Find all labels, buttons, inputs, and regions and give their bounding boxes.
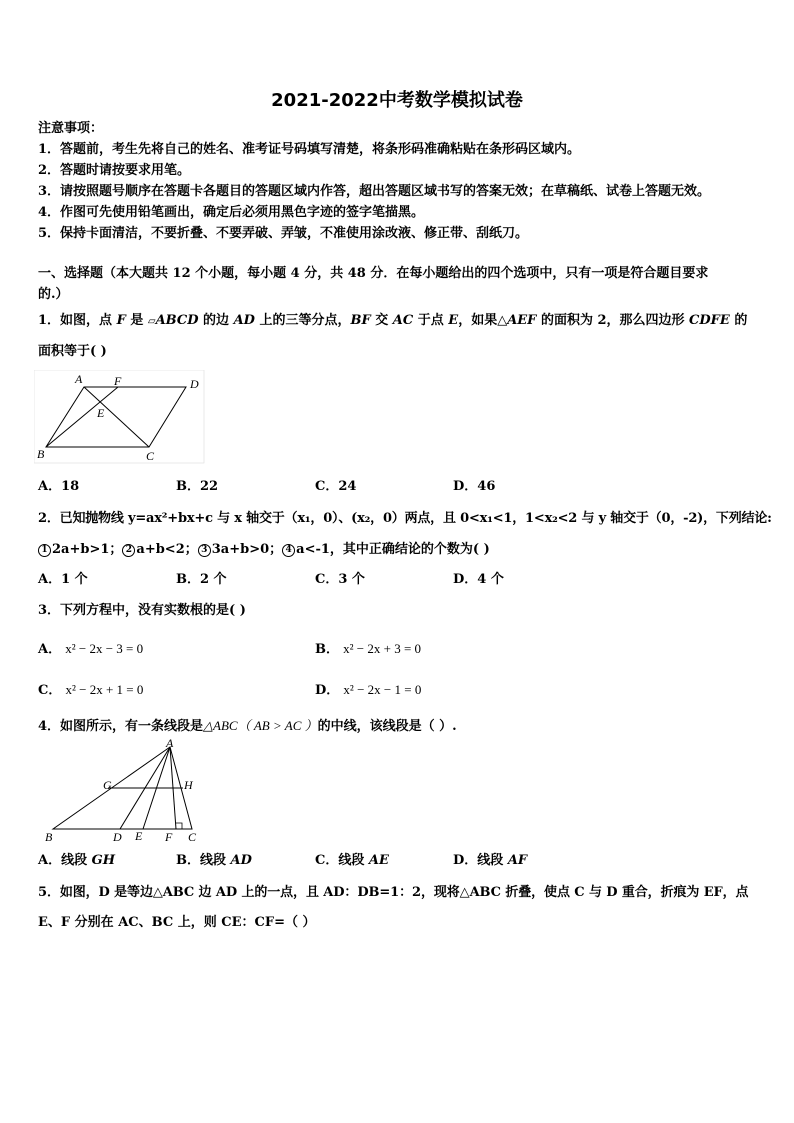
option-c[interactable]: C． x² − 2x + 1 = 0 <box>38 682 144 698</box>
figure-label-f: F <box>114 374 122 388</box>
notice-item: 2．答题时请按要求用笔。 <box>38 163 191 178</box>
notice-item: 1．答题前，考生先将自己的姓名、准考证号码填写清楚，将条形码准确粘贴在条形码区域内。 <box>38 142 581 157</box>
option-a[interactable]: A．18 <box>38 479 80 494</box>
parallelogram-figure <box>34 370 210 466</box>
option-c[interactable]: C．24 <box>315 479 357 494</box>
question-1-stem: 1．如图，点 F 是 ▱ABCD 的边 AD 上的三等分点，BF 交 AC 于点 E，如果△AEF 的面积为 2，那么四边形 CDFE 的 <box>38 313 748 328</box>
figure-label-d: D <box>190 377 199 391</box>
figure-label-g: G <box>103 778 112 792</box>
option-d[interactable]: D．46 <box>453 479 496 494</box>
notice-item: 5．保持卡面清洁，不要折叠、不要弄破、弄皱，不准使用涂改液、修正带、刮纸刀。 <box>38 226 529 241</box>
figure-label-h: H <box>184 778 193 792</box>
option-d[interactable]: D． x² − 2x − 1 = 0 <box>315 682 422 698</box>
notice-item: 3．请按照题号顺序在答题卡各题目的答题区域内作答，超出答题区域书写的答案无效；在草稿纸、试卷上答题无效。 <box>38 184 711 199</box>
option-d[interactable]: D．线段 AF <box>453 853 528 868</box>
section-heading: 一、选择题（本大题共 12 个小题，每小题 4 分，共 48 分．在每小题给出的四个选项中，只有一项是符合题目要求 <box>38 266 709 281</box>
option-b[interactable]: B．2 个 <box>176 572 227 587</box>
page-title: 2021-2022中考数学模拟试卷 <box>271 90 523 111</box>
question-5-stem: 5．如图，D 是等边△ABC 边 AD 上的一点，且 AD：DB=1：2，现将△ABC 折叠，使点 C 与 D 重合，折痕为 EF，点 <box>38 885 749 900</box>
figure-label-c: C <box>146 449 155 463</box>
triangle-figure <box>40 738 210 846</box>
option-b[interactable]: B．线段 AD <box>176 853 252 868</box>
option-d[interactable]: D．4 个 <box>453 572 504 587</box>
figure-label-a: A <box>166 738 174 750</box>
notice-item: 4．作图可先使用铅笔画出，确定后必须用黑色字迹的签字笔描黑。 <box>38 205 425 220</box>
option-a[interactable]: A． x² − 2x − 3 = 0 <box>38 641 144 657</box>
option-c[interactable]: C．线段 AE <box>315 853 389 868</box>
question-1-stem-cont: 面积等于( ) <box>38 344 107 359</box>
section-heading-cont: 的.） <box>38 287 69 302</box>
figure-label-c: C <box>188 830 197 844</box>
option-a[interactable]: A．1 个 <box>38 572 88 587</box>
circled-number: 2 <box>122 544 135 557</box>
question-2-stem: 2．已知抛物线 y=ax²+bx+c 与 x 轴交于（x₁，0）、(x₂，0）两点，且 0<x₁<1，1<x₂<2 与 y 轴交于（0，-2)，下列结论: <box>38 511 772 526</box>
option-a[interactable]: A．线段 GH <box>38 853 116 868</box>
figure-label-b: B <box>37 447 45 461</box>
figure-label-a: A <box>75 372 83 386</box>
question-3-stem: 3．下列方程中，没有实数根的是( ) <box>38 603 246 618</box>
option-b[interactable]: B．22 <box>176 479 219 494</box>
figure-label-b: B <box>45 830 53 844</box>
figure-label-f: F <box>165 830 173 844</box>
question-5-stem-cont: E、F 分别在 AC、BC 上，则 CE：CF=（ ） <box>38 915 316 930</box>
circled-number: 4 <box>282 544 295 557</box>
question-2-conclusions: 1 2a+b>1； 2 a+b<2； 3 3a+b>0； 4 a<-1，其中正确结论的个数为( ) <box>38 542 490 558</box>
figure-label-e: E <box>135 829 143 843</box>
option-b[interactable]: B． x² − 2x + 3 = 0 <box>315 641 422 657</box>
figure-label-e: E <box>97 406 105 420</box>
figure-label-d: D <box>113 830 122 844</box>
option-c[interactable]: C．3 个 <box>315 572 365 587</box>
notice-heading: 注意事项： <box>38 121 104 136</box>
circled-number: 1 <box>38 544 51 557</box>
circled-number: 3 <box>198 544 211 557</box>
question-4-stem: 4．如图所示，有一条线段是△ABC（ AB > AC ）的中线，该线段是（ ）. <box>38 718 457 734</box>
